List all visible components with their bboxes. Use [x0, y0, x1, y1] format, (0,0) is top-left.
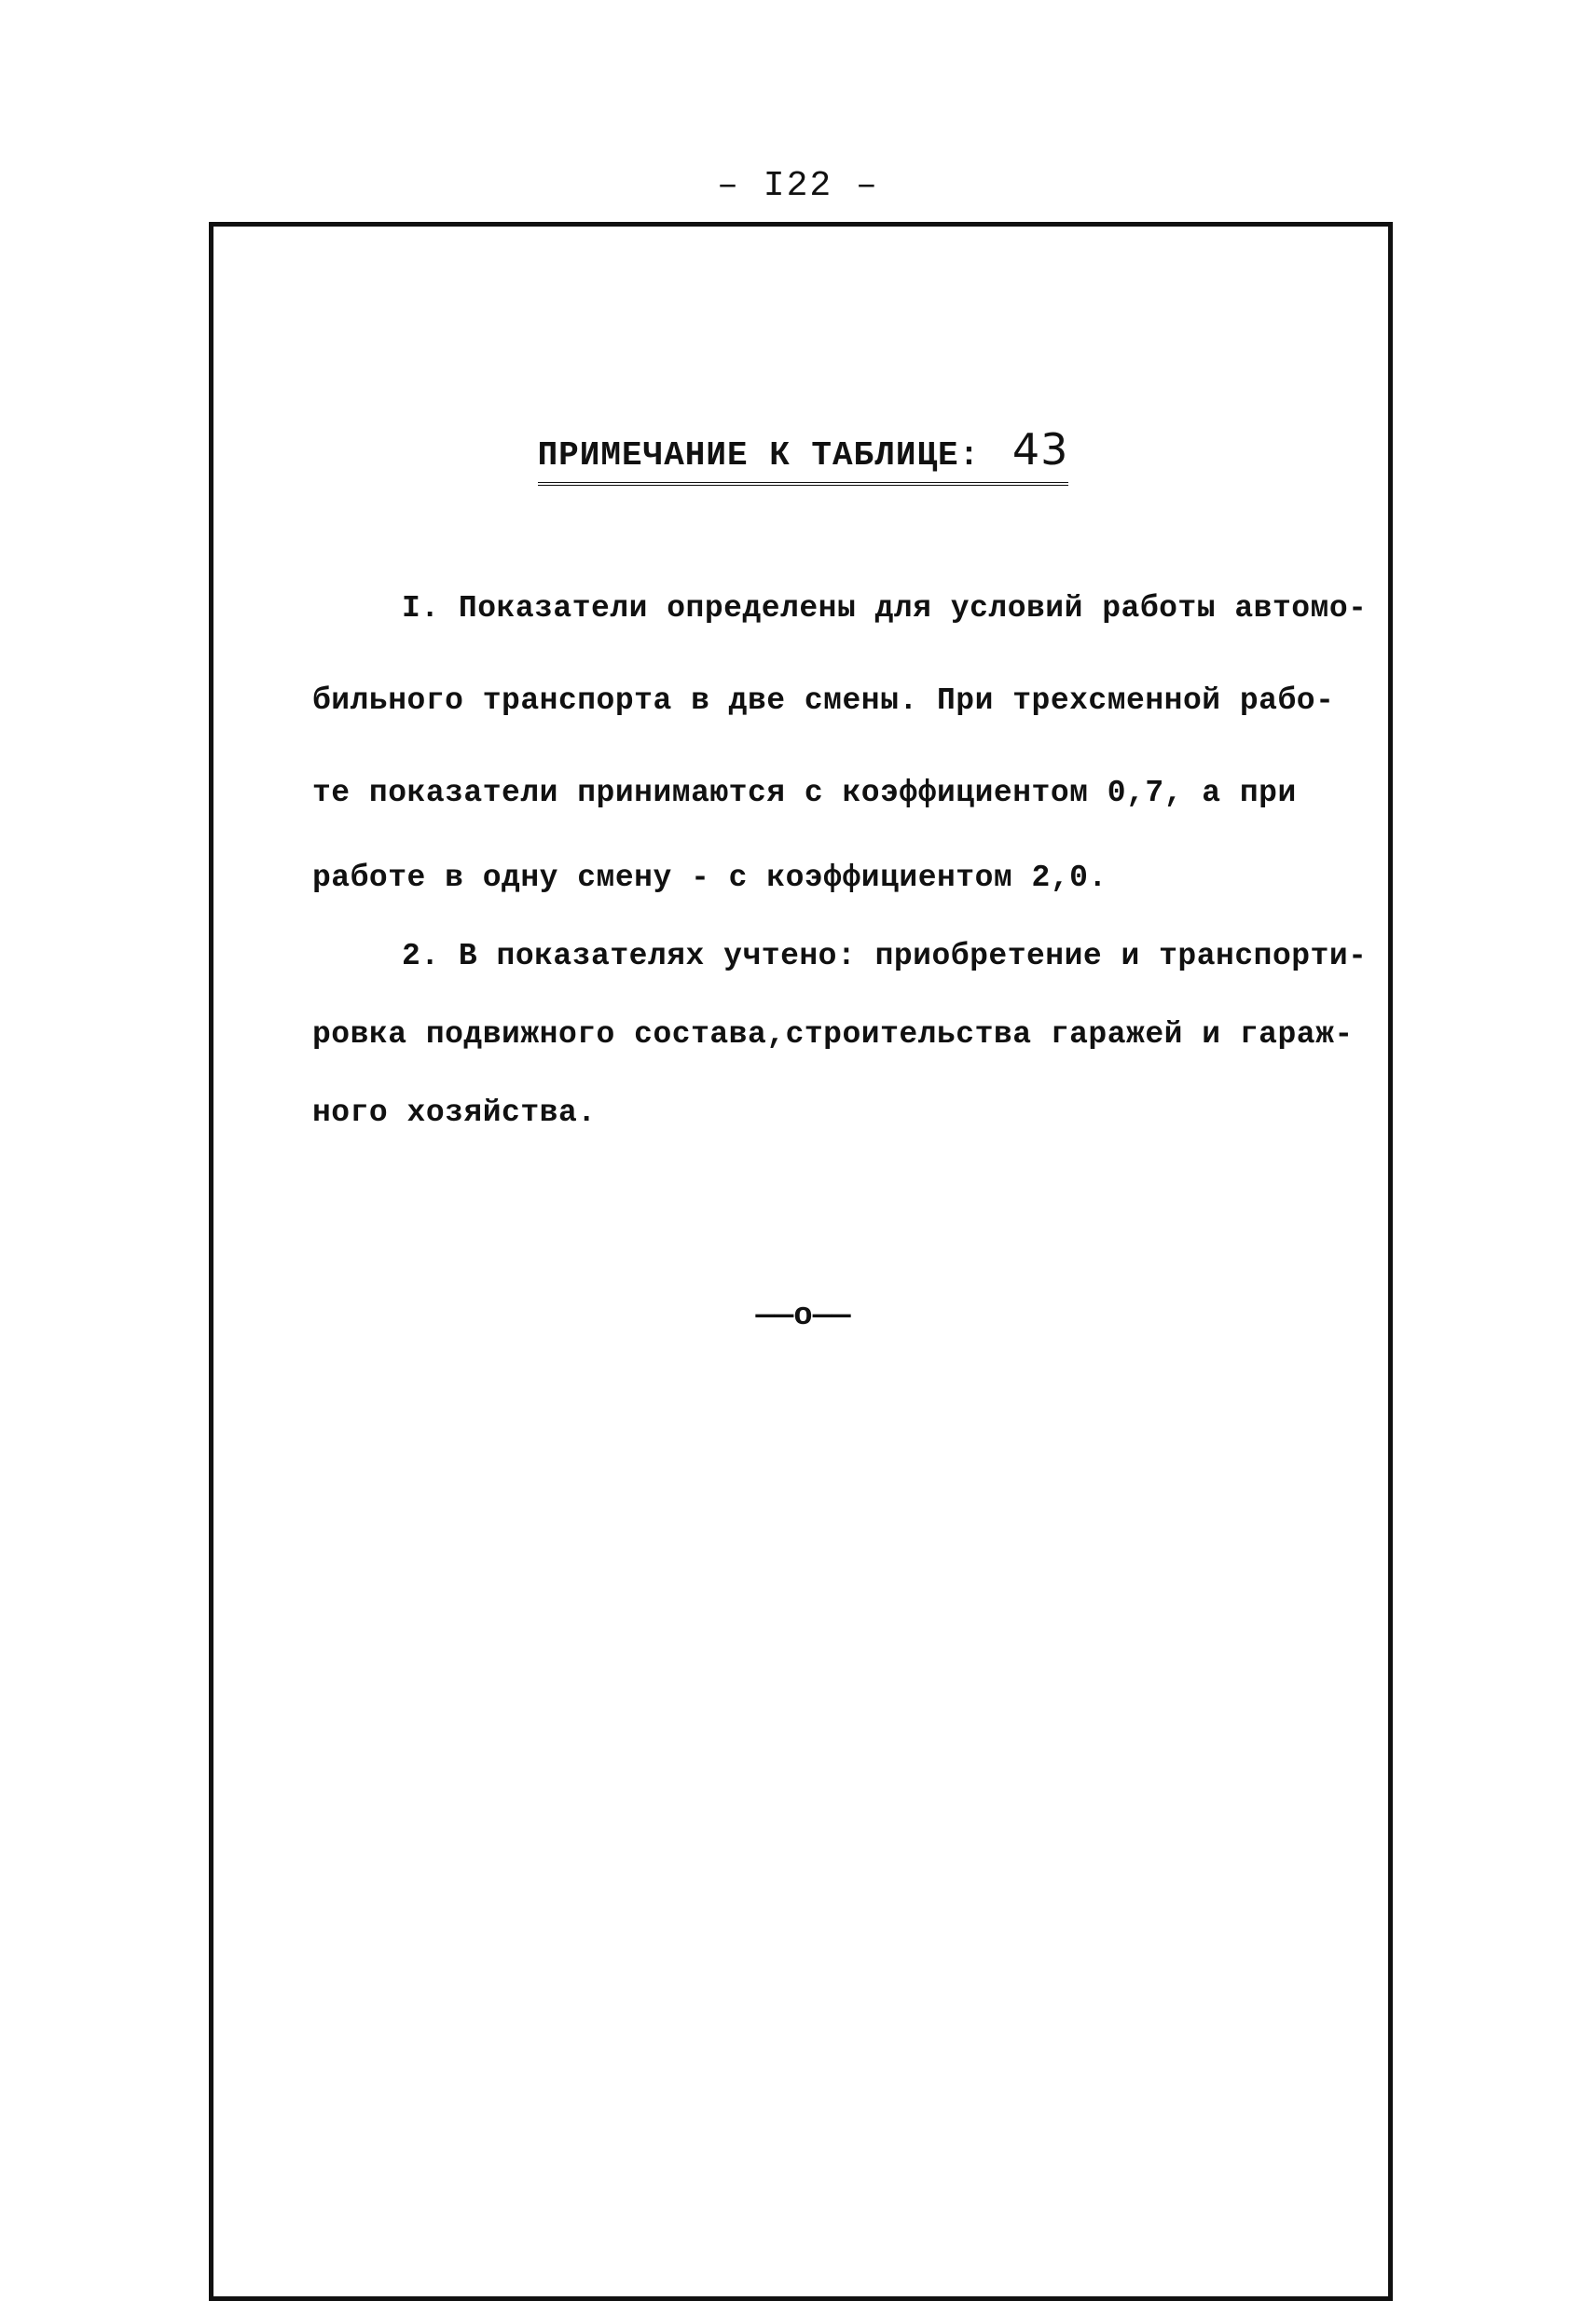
notes-body	[312, 562, 1368, 1152]
heading-label: ПРИМЕЧАНИЕ К ТАБЛИЦЕ:	[537, 436, 981, 475]
note1-line: бильного транспорта в две смены. При трехсменной рабо-	[312, 683, 1335, 718]
note1-line: I. Показатели определены для условий работы автомо-	[402, 591, 1368, 626]
note2-line: ного хозяйства.	[312, 1095, 597, 1130]
table-note-heading	[213, 424, 1393, 486]
heading-table-number: 43	[1011, 424, 1069, 475]
note1-line: те показатели принимаются с коэффициентом 0,7, а при	[312, 776, 1297, 810]
page-frame	[209, 222, 1393, 2301]
note2-line: ровка подвижного состава,строительства гаражей и гараж-	[312, 1017, 1354, 1052]
note1-line: работе в одну смену - с коэффициентом 2,0.	[312, 861, 1108, 895]
page-number: – I22 –	[717, 166, 879, 206]
end-mark: ——o——	[755, 1299, 851, 1334]
note2-line: 2. В показателях учтено: приобретение и транспорти-	[402, 939, 1368, 973]
